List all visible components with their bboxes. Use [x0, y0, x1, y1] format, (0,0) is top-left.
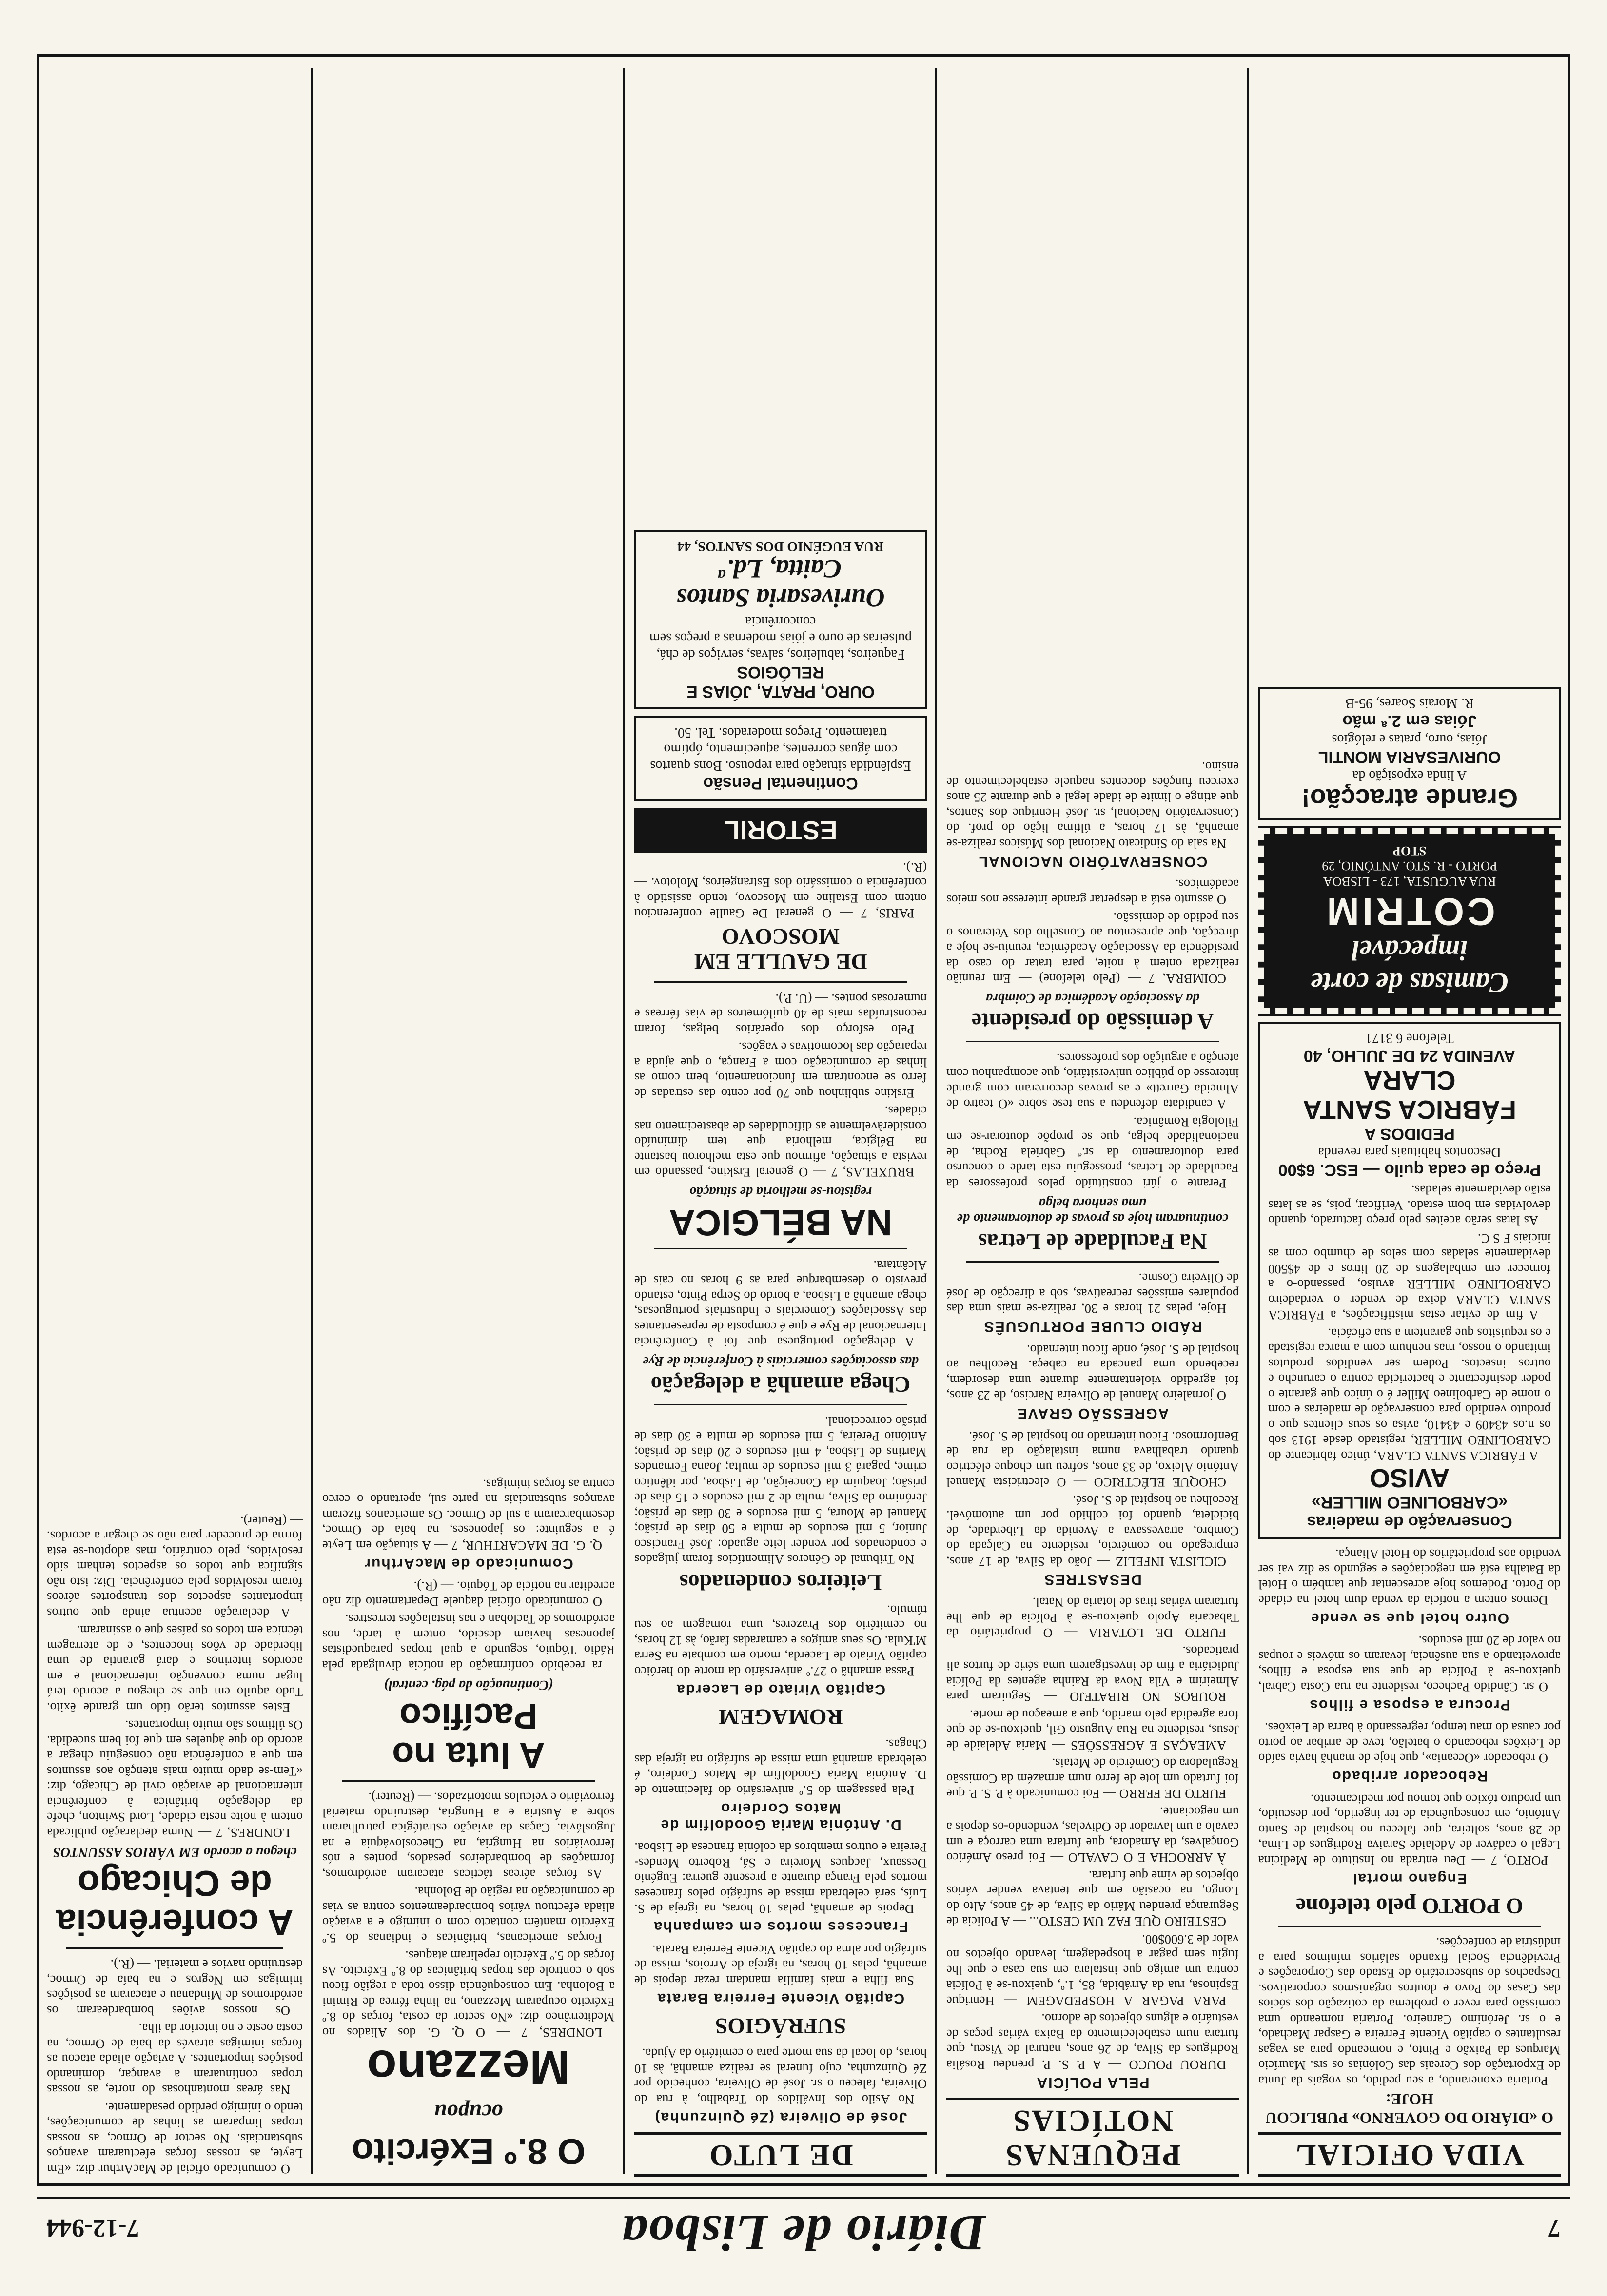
- advertisement-carbolineo: [1258, 1022, 1561, 1539]
- article-body: Erskine sublinhou que 70 por cento das estradas de ferro se encontram em funcionamento, bem como as linhas de comunicação com a França, o que ajuda a reparação das locomotivas e vagões.: [634, 1040, 927, 1101]
- advertisement-ourivesaria: [634, 530, 927, 710]
- column-rule: [1247, 68, 1249, 2174]
- article-body: LONDRES, 7 — Numa declaração publicada ontem à noite nesta cidade, Lord Swinton, chefe da delegação britânica à conferência internacional de aviação civil de Chicago, diz: «Tem-se dado muito mais atenção aos assuntos em que a conferência não conseguiu chegar a acordo do que àqueles em que foi bem sucedida. Os últimos são muito importantes.: [47, 1718, 303, 1840]
- article-body: Hoje, pelas 21 horas e 30, realiza-se mais uma das populares emissões recreativas, sob a direcção de José de Oliveira Cosme.: [946, 1271, 1239, 1317]
- article-body: ROUBOS NO RIBATEJO — Seguiram para Almeirim e Vila Nova da Rainha agentes da Polícia Judiciária a fim de investigarem uma série de furtos ali praticados.: [946, 1644, 1239, 1705]
- article-heading: Chega amanhã a delegação: [650, 1372, 911, 1398]
- article-body: À ARROCHA E O CAVALO — Foi preso Américo Gonçalves, da Amadora, que furtara uma carroça e um cavalo a um lavrador de Odivelas, vendendo-os depois a um negociante.: [946, 1805, 1239, 1866]
- article-body: Perante o júri constituído pelos professores da Faculdade de Letras, prosseguiu esta tarde o concurso para doutoramento da sr.ª Gabriela Rocha, de nacionalidade belga, que se propõe doutorar-se em Filologia Românica.: [946, 1115, 1239, 1191]
- divider: [966, 1041, 1219, 1043]
- ad-title: Grande atracção!: [1301, 783, 1518, 813]
- sub-heading: Comunicado de MacArthur: [364, 1556, 573, 1572]
- article-body: LONDRES, 7 — O Q. G. dos Aliados no Mediterrâneo diz: «No sector da costa, forças do 8.º Exército ocuparam Mezzano, na linha férrea de Rimini a Bolonha. Em consequência disso toda a região ficou sob o controle das tropas britânicas do 8.º Exército. As forças do 5.º Exército repeliram ataques.: [322, 1948, 615, 2040]
- sub-heading: Franceses mortos em campanha: [653, 1919, 908, 1935]
- ad-body: A FÁBRICA SANTA CLARA, único fabricante do CARBOLINEO MILLER, registado desde 1913 sob os n.os 43409 e 43410, avisa os seus clientes que o produto vendido para conservação de madeiras e com o nome de Carbolineo Miller é o único que garante o poder desinfectante e bactericida contra o caruncho e outros insectos. Podem ser vendidos produtos imitando o nosso, mas nenhum com a marca registada e os requisitos que garantem a sua eficácia.: [1268, 1326, 1551, 1463]
- sub-heading: Outro hotel que se vende: [1310, 1610, 1509, 1626]
- section-heading: PEQUENAS NOTÍCIAS: [946, 2098, 1239, 2177]
- ad-title: OURO, PRATA, JÓIAS E RELÓGIOS: [686, 663, 875, 701]
- ad-line: A linda exposição da: [1352, 768, 1467, 783]
- article-body: O comunicado oficial de MacArthur diz: «Em Leyte, as nossas forças efectuaram avanços substanciais. No sector de Ormoc, as nossas tropas limparam as linhas de comunicações, tendo o inimigo perdido pesadamente.: [47, 2101, 303, 2177]
- ad-body: As latas serão aceites pelo preço facturado, quando devolvidas em bom estado. Verificar, pois, se as latas estão devidamente seladas.: [1268, 1183, 1551, 1228]
- article-body: CESTEIRO QUE FAZ UM CESTO... — A Polícia de Segurança prendeu Mário da Silva, de 45 anos, Alto do Longo, na ocasião em que tentava vender vários objectos de vime que furtara.: [946, 1868, 1239, 1929]
- ad-title: Conservação de madeiras «CARBOLINEO MILLER»: [1307, 1493, 1512, 1531]
- section-heading: VIDA OFICIAL: [1258, 2132, 1561, 2177]
- section-heading: DE LUTO: [634, 2132, 927, 2177]
- divider: [966, 1261, 1219, 1263]
- ad-notice: AVISO: [1369, 1463, 1450, 1493]
- ad-phone: Telefone 6 3171: [1365, 1031, 1454, 1046]
- sub-heading: CONSERVATÓRIO NACIONAL: [978, 854, 1208, 870]
- article-subheading: das associações comerciais à Conferência de Rye: [643, 1354, 919, 1369]
- sub-heading: PELA POLÍCIA: [1036, 2075, 1150, 2091]
- article-body: A candidata defendeu a sua tese sobre «O teatro de Almeida Garrett» e as provas decorreram com grande interesse do público universitário, que acompanhou com atenção a arguição dos professores.: [946, 1051, 1239, 1112]
- ad-body: A fim de evitar estas mistificações, a FÁBRICA SANTA CLARA deixa de vender o verdadeiro CARBOLINEO MILLER avulso, passando-o a fornecer em embalagens de 20 litros e de 4$500 devidamente seladas com selos de chumbo com as iniciais F S C.: [1268, 1231, 1551, 1323]
- article-heading: SUFRÁGIOS: [715, 2014, 846, 2039]
- column-rule: [623, 68, 625, 2174]
- lead-subheading: ocupou: [434, 2100, 503, 2125]
- article-heading: O PORTO pelo telefone: [1295, 1894, 1524, 1919]
- article-body: A declaração acentua ainda que outros importantes aspectos dos transportes aéreos foram resolvidos pela conferência. Diz: isto não significa que todos os aspectos tenham sido resolvidos, pelo contrário, mas adoptou-se esta forma de proceder para não se chegar a acordos. — (Reuter).: [47, 1514, 303, 1620]
- article-body: FURTO DE FERRO — Foi comunicado à P. S. P. que foi furtado um lote de ferro num armazém da Comissão Reguladora do Comércio de Metais.: [946, 1756, 1239, 1802]
- sub-heading: AGRESSÃO GRAVE: [1016, 1405, 1169, 1422]
- article-body: Pela passagem do 5.º aniversário do falecimento de D. Antónia Maria Goodolfim de Matos Cordeiro, é celebrada amanhã uma missa de sufrágio na igreja das Chagas.: [634, 1737, 927, 1798]
- article-subheading: registou-se melhoria de situação: [689, 1184, 872, 1200]
- article-body: O comunicado oficial daquele Departamento diz não acreditar na notícia de Tóquio. — (R.).: [322, 1579, 615, 1609]
- article-heading: DE GAULLE EM MOSCOVO: [694, 924, 867, 975]
- sub-heading: Capitão Viriato de Lacerda: [676, 1681, 885, 1697]
- ad-slogan: Camisas de corte impecável: [1311, 934, 1509, 999]
- article-body: O jornaleiro Manuel de Oliveira Narciso, de 23 anos, foi agredido violentamente durante uma desordem, recebendo uma pancada na cabeça. Recolheu ao hospital de S. José, onde ficou internado.: [946, 1343, 1239, 1403]
- article-heading: A conferência de Chicago: [56, 1863, 294, 1943]
- advertisement-cotrim: [1258, 829, 1561, 1014]
- article-body: CICLISTA INFELIZ — João da Silva, de 17 anos, empregado no comércio, residente na Calçada do Combro, atravessava a Avenida da Liberdade, de bicicleta, quando foi colhido por um automóvel. Recolheu ao hospital de S. José.: [946, 1493, 1239, 1569]
- article-body: Q. G. DE MACARTHUR, 7 — A situação em Leyte é a seguinte: os japoneses, na baía de Ormoc, desembarcaram a sul de Ormoc. Os americanos fizeram avanços substanciais na parte sul, apertando o cerco contra as forças inimigas.: [322, 1477, 615, 1553]
- ad-body: Faqueiros, tabuleiros, salvas, serviços de chá, pulseiras de ouro e jóias modernas a preços sem concorrência: [649, 614, 912, 662]
- article-subheading: chegou a acordo EM VÁRIOS ASSUNTOS: [53, 1845, 297, 1860]
- ad-address: RUA EUGÉNIO DOS SANTOS, 44: [677, 539, 884, 554]
- article-body: Portaria exonerando, a seu pedido, os vogais da Junta de Exportação dos Cereais das Colónias os srs. Maurício Marques da Paixão e Pinto, e nomeando para as vagas resultantes o capitão Vicente Ferreira e Gaspar Machado, e o sr. Jerónimo Carneiro. Portaria nomeando uma comissão para rever o problema da cotização dos sócios das Casas do Povo e doutros organismos corporativos. Despachos do subsecretário de Estado das Corporações e Previdência Social fixando salários mínimos para a indústria de confecções.: [1258, 1935, 1561, 2088]
- sub-heading: Engano mortal: [1352, 1870, 1468, 1887]
- divider: [342, 1780, 595, 1782]
- advertisement-estoril: [634, 808, 927, 853]
- issue-date: 7-12-944: [46, 2214, 139, 2242]
- column-war-news-b: [47, 63, 303, 2177]
- article-body: DUROU POUCO — A P. S. P. prendeu Rosália Rodrigues da Silva, de 26 anos, natural de Viseu, que furtara num estabelecimento da Baixa várias peças de vestuário e alguns objectos de adorno.: [946, 2011, 1239, 2072]
- sub-heading: Procura a esposa e filhos: [1309, 1697, 1510, 1713]
- article-body: AMEAÇAS E AGRESSÕES — Maria Adelaide de Jesus, residente na Rua Augusto Gil, queixou-se de que fora agredida pelo marido, que a ameaçou de morte.: [946, 1708, 1239, 1753]
- masthead: [37, 2197, 1570, 2262]
- article-body: Pelo esforço dos operários belgas, foram reconstruídas mais de 40 quilómetros de vias férreas e numerosas pontes. — (U. P.).: [634, 992, 927, 1037]
- column-pequenas-noticias: [946, 63, 1239, 2177]
- ad-discount: Descontos habituais para revenda: [1318, 1145, 1501, 1160]
- sub-heading: Capitão Vicente Ferreira Barata: [656, 1990, 905, 2006]
- article-body: O sr. Cândido Pacheco, residente na rua Costa Cabral, queixou-se à Polícia de que sua esposa e filhos, aproveitando a sua ausência, levaram os móveis e roupas no valor de 20 mil escudos.: [1258, 1634, 1561, 1694]
- article-body: Os nossos aviões bombardearam os aeródromos de Mindanau e atacaram as posições inimigas em Negros e na baía de Ormoc, destruindo navios e material. — (R.).: [47, 1957, 303, 2018]
- sub-heading: D. Antónia Maria Goodolfim de Matos Cordeiro: [660, 1800, 901, 1833]
- article-body: As forças aéreas tácticas atacaram aeródromos, formações de bombardeiros pesados, pontes e nós ferroviários na Hungria, na Checoslováquia e na Jugoslávia. Caças da aviação estratégica patrulharam sobre a Áustria e a Hungria, destruindo material ferroviário e veículos motorizados. — (Reuter).: [322, 1790, 615, 1882]
- article-body: Depois de amanhã, pelas 10 horas, na igreja de S. Luís, será celebrada missa de sufrágio pelos franceses mortos pela França durante a presente guerra: Eugénio Dessaux, Jacques Moreira e Sá, Roberto Mendes-Pereira e outros membros da colónia francesa de Lisboa.: [634, 1840, 927, 1917]
- sub-heading: DESASTRES: [1043, 1572, 1142, 1588]
- page-number: 7: [1548, 2214, 1561, 2242]
- article-body: No Asilo dos Inválidos do Trabalho, à rua do Oliveira, faleceu o sr. José de Oliveira, conhecido por Zé Quinzunha, cujo funeral se realiza amanhã, às 10 horas, do local da sua morte para o cemitério da Ajuda.: [634, 2046, 927, 2107]
- ad-address: AVENIDA 24 DE JULHO, 40: [1303, 1047, 1516, 1065]
- article-heading: Na Faculdade de Letras: [978, 1229, 1207, 1254]
- article-body: ra recebido confirmação da notícia divulgada pela Rádio Tóquio, segundo a qual tropas paraquedistas japonesas haviam descido, ontem à tarde, nos aeródromos de Tacloban e nas instalações terrestres.: [322, 1612, 615, 1673]
- ad-line: Jóias em 2.ª mão: [1342, 712, 1477, 731]
- article-body: Estes assuntos terão tido um grande êxito. Tudo aquilo em que se chegou a acordo terá lugar numa convenção internacional e em acordos interinos e dará garantia de uma liberdade de vôos inocentes, e de aterragem técnica em todos os países que o assinaram.: [47, 1623, 303, 1715]
- advertisement-montil: [1258, 687, 1561, 821]
- divider: [654, 982, 907, 983]
- article-body: A delegação portuguesa que foi à Conferência Internacional de Rye e que é composta de representantes das Associações Comerciais e Industriais portuguesas, chega amanhã a Lisboa, a bordo do Serpa Pinto, estando previsto o desembarque para as 9 horas no cais de Alcântara.: [634, 1258, 927, 1350]
- column-vida-oficial: [1258, 63, 1561, 2177]
- article-heading: Leiteiros condenados: [679, 1570, 882, 1596]
- continuation-note: (Continuação da pág. central): [384, 1677, 553, 1693]
- article-heading: NA BÉLGICA: [669, 1203, 892, 1244]
- divider: [654, 1248, 907, 1250]
- article-body: CHOQUE ELÉCTRICO — O electricista Manuel António Aleixo, de 33 anos, sofreu um choque eléctrico quando trabalhava numa instalação da rua de Benformoso. Ficou internado no hospital de S. José.: [946, 1429, 1239, 1490]
- newspaper-title: Diário de Lisboa: [621, 2205, 986, 2261]
- article-body: Nas áreas montanhosas do norte, as nossas tropas continuaram a avançar, dominando posições importantes. A aviação aliada atacou as forças inimigas através da baía de Ormoc, na costa oeste e no interior da ilha.: [47, 2021, 303, 2098]
- column-rule: [311, 68, 313, 2174]
- article-body: BRUXELAS, 7 — O general Erskine, passando em revista a situação, afirmou que esta melhorou bastante na Bélgica, melhoria que tem diminuído consideràvelmente as dificuldades de abastecimento nas cidades.: [634, 1104, 927, 1180]
- ad-line: OURIVESARIA MONTIL: [1318, 748, 1501, 767]
- article-body: Forças americanas, britânicas e indianas do 5.º Exército mantêm contacto com o inimigo e a aviação aliada efectuou vários bombardeamentos contra as vias de comunicação na região de Bolonha.: [322, 1885, 615, 1946]
- ad-stop: STOP: [1392, 844, 1427, 858]
- ad-factory: FÁBRICA SANTA CLARA: [1303, 1066, 1516, 1124]
- article-body: O rebocador «Oceania», que hoje de manhã havia saído de Leixões rebocando o batelão, teve de arribar ao porto por causa do mau tempo, regressando à barra de Leixões.: [1258, 1720, 1561, 1766]
- article-body: PARA PAGAR A HOSPEDAGEM — Henrique Espinosa, rua da Arrábida, 85, 1.º, queixou-se à Polícia contra um amigo que instalara em sua casa e que lhe fugiu sem pagar a hospedagem, levando objectos no valor de 3.600$00.: [946, 1932, 1239, 2008]
- article-body: FURTO DE LOTARIA — O proprietário da Tabacaria Apolo queixou-se à Polícia de que lhe furtaram várias tiras de lotaria do Natal.: [946, 1595, 1239, 1641]
- article-body: Demos ontem a notícia da venda dum hotel na cidade do Porto. Podemos hoje acrescentar que também o Hotel da Batalha está em negociações e segundo se diz vai ser vendido aos proprietários do Hotel Aliança.: [1258, 1547, 1561, 1608]
- ad-line: R. Morais Soares, 95-B: [1345, 696, 1474, 711]
- divider: [1278, 1926, 1541, 1927]
- article-heading: A luta no Pacífico: [392, 1696, 545, 1775]
- ad-address: RUA AUGUSTA, 173 - LISBOA: [1323, 875, 1496, 889]
- article-body: Sua filha e mais família mandam rezar depois de amanhã, pelas 10 horas, na igreja de Arroios, missa de sufrágio por alma do capitão Vicente Ferreira Barata.: [634, 1943, 927, 1988]
- ad-brand: COTRIM: [1324, 890, 1495, 934]
- ad-address: PORTO - R. STO. ANTÓNIO, 29: [1322, 859, 1497, 874]
- article-heading: A demissão do presidente: [971, 1009, 1214, 1034]
- article-heading: ROMAGEM: [718, 1705, 843, 1730]
- article-body: Na sala do Sindicato Nacional dos Músicos realiza-se amanhã, às 17 horas, a última lição do prof. do Conservatório Nacional, sr. José Henrique dos Santos, que atinge o limite de idade legal e que durante 25 anos exerceu funções docentes naquele estabelecimento de ensino.: [946, 759, 1239, 851]
- article-body: PARIS, 7 — O general De Gaulle conferenciou ontem com Estaline em Moscovo, tendo assistido à conferência o comissário dos Estrangeiros, Molotov. — (R.).: [634, 860, 927, 921]
- column-de-luto: [634, 63, 927, 2177]
- ad-orders: PEDIDOS A: [1364, 1125, 1455, 1143]
- article-body: Passa amanhã o 27.º aniversário da morte do heróico capitão Viriato de Lacerda, morto em combate na Serra M'Kula. Os seus amigos e camaradas farão, às 12 horas, no cemitério dos Prazeres, uma romagem ao seu túmulo.: [634, 1603, 927, 1679]
- column-war-news-a: [322, 63, 615, 2177]
- lead-headline-place: Mezzano: [367, 2040, 570, 2095]
- ad-title: Continental Pensão: [703, 774, 858, 793]
- divider: [654, 1404, 907, 1406]
- article-subheading: da Associação Académica de Coimbra: [985, 991, 1200, 1006]
- ad-place: ESTORIL: [724, 816, 838, 845]
- lead-headline: O 8.º Exército: [352, 2131, 586, 2172]
- article-body: COIMBRA, 7 — (Pelo telefone) — Em reunião realizada ontem à noite, para tratar do caso da presidência da Associação Académica, reuniu-se hoje a direcção, que apresentou ao Conselho dos Veteranos o seu pedido de demissão.: [946, 910, 1239, 987]
- sub-heading: José de Oliveira (Zé Quinzunha): [654, 2109, 907, 2125]
- ad-body: Esplêndida situação para repouso. Bons quartos com águas correntes, aquecimento, óptimo tratamento. Preços moderados. Tel. 50.: [650, 725, 911, 774]
- article-heading: O «DIÁRIO DO GOVERNO» PUBLICOU HOJE:: [1265, 2091, 1554, 2127]
- sub-heading: Rebocador arribado: [1331, 1768, 1488, 1785]
- article-subheading: continuaram hoje as provas de doutoramento de uma senhora belga: [957, 1195, 1229, 1226]
- ad-line: Jóias, ouro, pratas e relógios: [1332, 732, 1488, 747]
- article-body: O assunto está a despertar grande interesse nos meios académicos.: [946, 877, 1239, 907]
- divider: [66, 1947, 283, 1949]
- ad-price: Preço de cada quilo — ESC. 6$00: [1278, 1161, 1541, 1179]
- column-rule: [935, 68, 937, 2174]
- article-body: PORTO, 7 — Deu entrada no Instituto de Medicina Legal o cadáver de Adelaide Saraiva Rodrigues de Lima, de 28 anos, solteira, que faleceu no hospital de Santo António, em consequência de ter ingerido, por descuido, um produto tóxico que tomou por medicamento.: [1258, 1792, 1561, 1868]
- article-body: No Tribunal de Géneros Alimentícios foram julgados e condenados por vender leite aguado: José Francisco Junior, 5 mil escudos de multa e 50 dias de prisão; Manuel de Moura, 5 mil escudos e 30 dias de prisão; Jerónimo da Silva, multa de 2 mil escudos e 15 dias de prisão; Joaquim da Conceição, de Lisboa, por idêntico crime, pagará 3 mil escudos de multa; Joana Fernandes Martins de Lisboa, 4 mil escudos e 20 dias de prisão; António Pereira, 5 mil escudos de multa e 30 dias de prisão correccional.: [634, 1414, 927, 1567]
- ad-brand: Ourivesaria Santos Caitta, Ld.ª: [676, 554, 885, 613]
- sub-heading: RÁDIO CLUBE PORTUGUÊS: [983, 1319, 1202, 1335]
- advertisement-pensao: [634, 717, 927, 801]
